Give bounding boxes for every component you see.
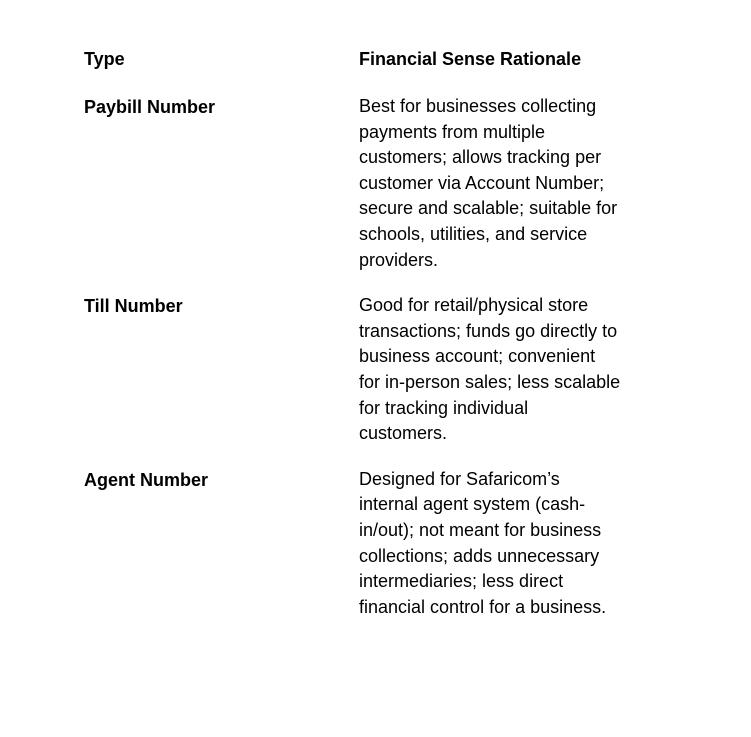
row-type-till: Till Number [84, 296, 183, 317]
row-rationale-agent: Designed for Safaricom’s internal agent system (cash-in/out); not meant for business collections; adds unnecessary intermediaries; less direct financial control for a business. [359, 468, 607, 617]
table-row [84, 92, 644, 273]
header-type: Type [84, 49, 125, 69]
row-rationale-till: Good for retail/physical store transactions; funds go directly to business account; convenient for in-person sales; less scalable for tracking individual customers. [359, 295, 621, 444]
row-rationale-paybill: Best for businesses collecting payments from multiple customers; allows tracking per customer via Account Number; secure and scalable; suitable for schools, utilities, and service providers. [359, 96, 618, 270]
row-type-paybill: Paybill Number [84, 97, 216, 117]
header-rationale: Financial Sense Rationale [359, 49, 582, 69]
comparison-table [84, 44, 644, 620]
table-row [84, 291, 644, 447]
row-type-agent: Agent Number [84, 469, 209, 490]
table-header-row [84, 44, 644, 74]
table-row [84, 465, 644, 621]
